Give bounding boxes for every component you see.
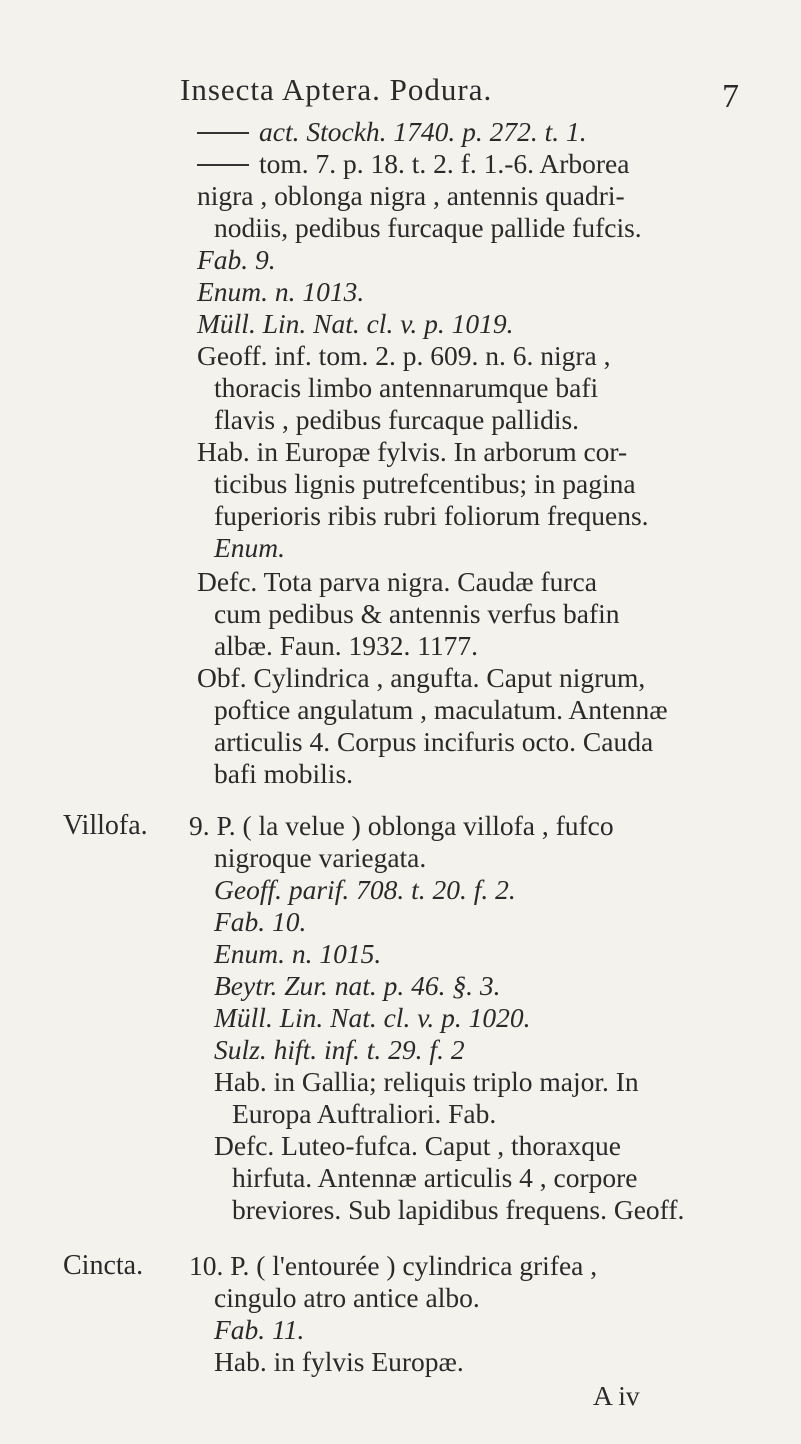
text-line: bafi mobilis.	[214, 758, 354, 789]
text-line: 10. P. ( l'entourée ) cylindrica grifea ,	[189, 1250, 598, 1281]
page-number: 7	[722, 78, 740, 115]
text-line: Europa Auftraliori. Fab.	[232, 1098, 497, 1129]
text-line: flavis , pedibus furcaque pallidis.	[214, 404, 580, 435]
text-line: Hab. in fylvis Europæ.	[214, 1346, 464, 1377]
text-line: breviores. Sub lapidibus frequens. Geoff.	[232, 1194, 685, 1225]
signature-mark: A iv	[593, 1380, 640, 1411]
reference: act. Stockh. 1740. p. 272. t. 1.	[259, 116, 587, 147]
text-line	[197, 148, 629, 180]
running-title: Insecta Aptera. Podura.	[180, 72, 493, 107]
text-line	[214, 938, 381, 970]
ditto-dash	[197, 132, 249, 134]
text-line: Hab. in Europæ fylvis. In arborum cor-	[197, 436, 628, 467]
text-line	[214, 970, 500, 1002]
text-line	[197, 244, 276, 276]
reference: Enum. n. 1015.	[214, 938, 382, 969]
text-line: 9. P. ( la velue ) oblonga villofa , fufco	[189, 810, 614, 841]
text-line	[197, 116, 587, 148]
reference: Geoff. parif. 708. t. 20. f. 2.	[214, 874, 516, 905]
reference: Müll. Lin. Nat. cl. v. p. 1020.	[214, 1002, 531, 1033]
text-line	[214, 1002, 531, 1034]
reference: Fab. 11.	[214, 1314, 305, 1345]
margin-label: Cincta.	[63, 1250, 144, 1281]
text-line	[214, 1034, 465, 1066]
text-line: nodiis, pedibus furcaque pallide fufcis.	[214, 212, 642, 243]
reference: Enum. n. 1013.	[197, 276, 365, 307]
text-line: Geoff. inf. tom. 2. p. 609. n. 6. nigra ,	[197, 340, 611, 371]
text-line: nigroque variegata.	[214, 842, 427, 873]
text-line: fuperioris ribis rubri foliorum frequens.	[214, 500, 649, 531]
reference: Enum.	[214, 532, 286, 563]
reference: tom. 7. p. 18. t. 2. f. 1.-6. Arborea	[259, 148, 630, 179]
text-line: cum pedibus & antennis verfus bafin	[214, 598, 620, 629]
text-line: Defc. Luteo-fufca. Caput , thoraxque	[214, 1130, 621, 1161]
text-line: hirfuta. Antennæ articulis 4 , corpore	[232, 1162, 638, 1193]
text-line	[214, 1314, 304, 1346]
reference: Müll. Lin. Nat. cl. v. p. 1019.	[197, 308, 514, 339]
ditto-dash	[197, 164, 249, 166]
text-line: cingulo atro antice albo.	[214, 1282, 480, 1313]
text-line: albæ. Faun. 1932. 1177.	[214, 630, 479, 661]
text-line: poftice angulatum , maculatum. Antennæ	[214, 694, 668, 725]
margin-label: Villofa.	[63, 810, 148, 841]
text-line	[197, 276, 364, 308]
text-line: articulis 4. Corpus incifuris octo. Cauda	[214, 726, 654, 757]
text-line: Hab. in Gallia; reliquis triplo major. In	[214, 1066, 639, 1097]
running-header	[180, 62, 740, 115]
text-line: nigra , oblonga nigra , antennis quadri-	[197, 180, 625, 211]
text-line: Obf. Cylindrica , angufta. Caput nigrum,	[197, 662, 646, 693]
text-line: ticibus lignis putrefcentibus; in pagina	[214, 468, 636, 499]
text-line: thoracis limbo antennarumque bafi	[214, 372, 599, 403]
text-line	[214, 874, 516, 906]
text-line	[197, 308, 514, 340]
text-line	[214, 532, 285, 564]
text-line: Defc. Tota parva nigra. Caudæ furca	[197, 566, 597, 597]
reference: Sulz. hift. inf. t. 29. f. 2	[214, 1034, 465, 1065]
reference: Fab. 9.	[197, 244, 276, 275]
text-line	[214, 906, 306, 938]
reference: Beytr. Zur. nat. p. 46. §. 3.	[214, 970, 501, 1001]
reference: Fab. 10.	[214, 906, 307, 937]
